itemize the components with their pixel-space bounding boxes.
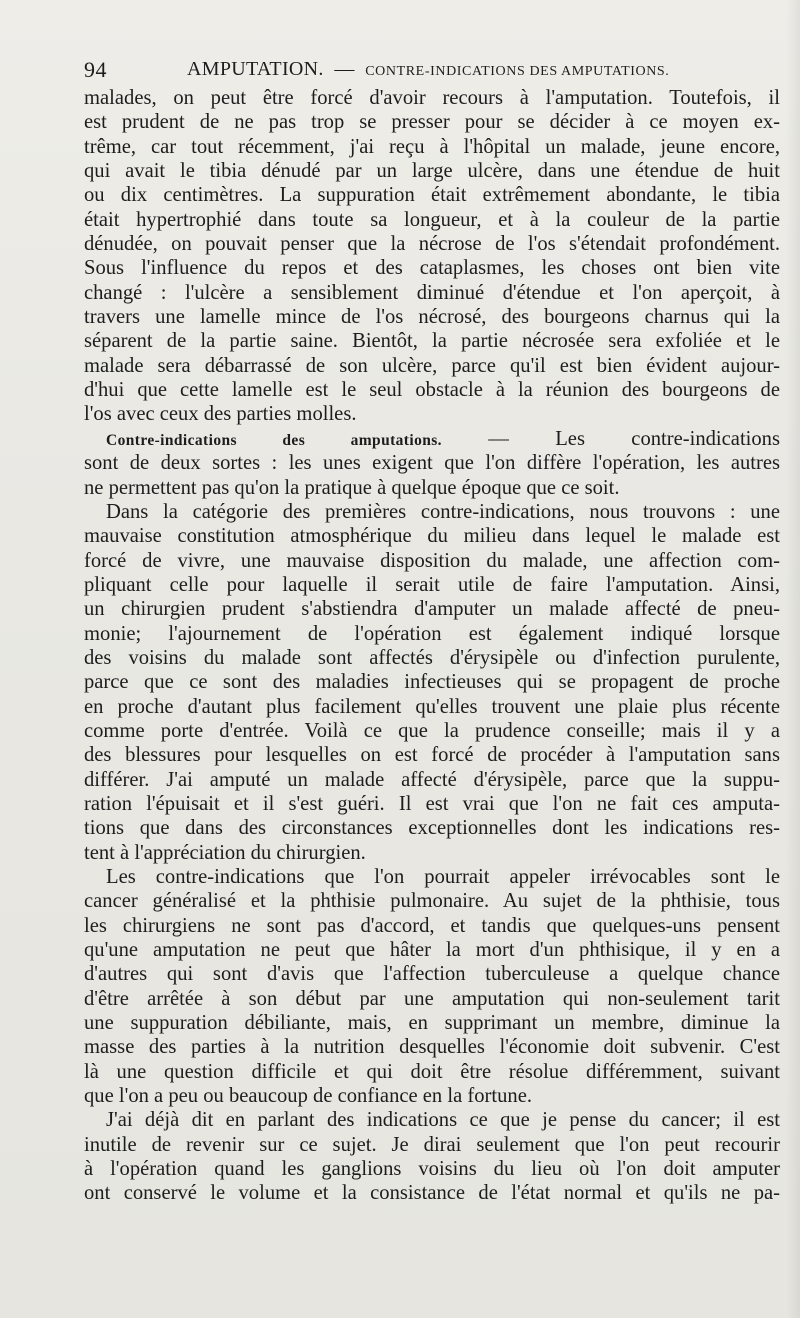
page-edge-shadow	[786, 0, 800, 1318]
body-text	[84, 86, 780, 1206]
text-line: comme porte d'entrée. Voilà ce que la prudence conseille; mais il y a	[84, 719, 780, 742]
text-line: tent à l'appréciation du chirurgien.	[84, 841, 366, 864]
text-line: une suppuration débiliante, mais, en supprimant un membre, diminue la	[84, 1012, 780, 1035]
section-heading-line	[84, 427, 780, 451]
section-heading: Contre-indications des amputations.	[106, 431, 442, 449]
text-line: forcé de vivre, une mauvaise disposition du malade, une affection com-	[84, 549, 780, 572]
text-line: ont conservé le volume et la consistance de l'état normal et qu'ils ne pa-	[84, 1182, 780, 1205]
text-line: d'hui que cette lamelle est le seul obstacle à la réunion des bourgeons de	[84, 379, 780, 402]
text-line: malade sera débarrassé de son ulcère, parce qu'il est bien évident aujour-	[84, 354, 780, 377]
text-line: en proche d'autant plus facilement qu'elles trouvent une plaie plus récente	[84, 695, 780, 718]
running-title-separator: —	[334, 58, 355, 80]
text-line: des voisins du malade sont affectés d'érysipèle ou d'infection purulente,	[84, 646, 780, 669]
text-line: pliquant celle pour laquelle il serait utile de faire l'amputation. Ainsi,	[84, 573, 780, 596]
text-line: masse des parties à la nutrition desquelles l'économie doit subvenir. C'est	[84, 1036, 780, 1059]
text-line: était hypertrophié dans toute sa longueur, et à la couleur de la partie	[84, 208, 780, 231]
text-line: d'être arrêtée à son début par une amputation qui non-seulement tarit	[84, 987, 780, 1010]
text-line: ne permettent pas qu'on la pratique à quelque époque que ce soit.	[84, 476, 620, 499]
text-line: qu'une amputation ne peut que hâter la mort d'un phthisique, il y en a	[84, 939, 780, 962]
text-line: différer. J'ai amputé un malade affecté d'érysipèle, parce que la suppu-	[84, 768, 780, 791]
running-title-sub: CONTRE-INDICATIONS DES AMPUTATIONS.	[365, 64, 670, 79]
text-line: est prudent de ne pas trop se presser pour se décider à ce moyen ex-	[84, 111, 780, 134]
text-line: qui avait le tibia dénudé par un large ulcère, dans une étendue de huit	[84, 160, 780, 183]
page-number: 94	[84, 57, 107, 82]
text-line: sont de deux sortes : les unes exigent que l'on diffère l'opération, les autres	[84, 452, 780, 475]
text-line: un chirurgien prudent s'abstiendra d'amputer un malade affecté de pneu-	[84, 598, 780, 621]
text-line: dénudée, on pouvait penser que la nécrose de l'os s'étendait profondément.	[84, 233, 780, 256]
running-title-main: AMPUTATION.	[187, 58, 324, 80]
paragraph-first-line: J'ai déjà dit en parlant des indications ce que je pense du cancer; il est	[106, 1109, 780, 1132]
text-line: malades, on peut être forcé d'avoir recours à l'amputation. Toutefois, il	[84, 87, 780, 109]
text-line: parce que ce sont des maladies infectieuses qui se propagent de proche	[84, 671, 780, 694]
text-line: des blessures pour lesquelles on est forcé de procéder à l'amputation sans	[84, 744, 780, 767]
text-line: d'autres qui sont d'avis que l'affection tuberculeuse a quelque chance	[84, 963, 780, 986]
text-line: à l'opération quand les ganglions voisins du lieu où l'on doit amputer	[84, 1158, 780, 1181]
text-line: travers une lamelle mince de l'os nécrosé, des bourgeons charnus qui la	[84, 306, 780, 329]
text-line: séparent de la partie saine. Bientôt, la partie nécrosée sera exfoliée et le	[84, 330, 780, 353]
text-line: trême, car tout récemment, j'ai reçu à l'hôpital un malade, jeune encore,	[84, 135, 780, 158]
paragraph-first-line: Les contre-indications que l'on pourrait appeler irrévocables sont le	[106, 866, 780, 888]
text-line: là une question difficile et qui doit être résolue différemment, suivant	[84, 1060, 780, 1083]
running-header	[84, 57, 784, 85]
text-line: changé : l'ulcère a sensiblement diminué d'étendue et l'on aperçoit, à	[84, 281, 780, 304]
text-line: ou dix centimètres. La suppuration était extrêmement abondante, le tibia	[84, 184, 780, 207]
text-line: Sous l'influence du repos et des cataplasmes, les choses ont bien vite	[84, 257, 780, 280]
text-line: inutile de revenir sur ce sujet. Je dirai seulement que l'on peut recourir	[84, 1133, 780, 1156]
paragraph-first-line: Dans la catégorie des premières contre-indications, nous trouvons : une	[106, 500, 780, 523]
section-heading-continuation: — Les contre-indications	[441, 427, 780, 450]
text-line: monie; l'ajournement de l'opération est également indiqué lorsque	[84, 622, 780, 645]
text-line: ration l'épuisait et il s'est guéri. Il est vrai que l'on ne fait ces amputa-	[84, 792, 780, 815]
text-line: les chirurgiens ne sont pas d'accord, et tandis que quelques-uns pensent	[84, 914, 780, 937]
text-line: l'os avec ceux des parties molles.	[84, 403, 357, 426]
text-line: que l'on a peu ou beaucoup de confiance en la fortune.	[84, 1085, 533, 1108]
running-title	[187, 58, 669, 81]
text-line: cancer généralisé et la phthisie pulmonaire. Au sujet de la phthisie, tous	[84, 890, 780, 913]
text-line: tions que dans des circonstances exceptionnelles dont les indications res-	[84, 817, 780, 840]
text-line: mauvaise constitution atmosphérique du milieu dans lequel le malade est	[84, 525, 780, 548]
